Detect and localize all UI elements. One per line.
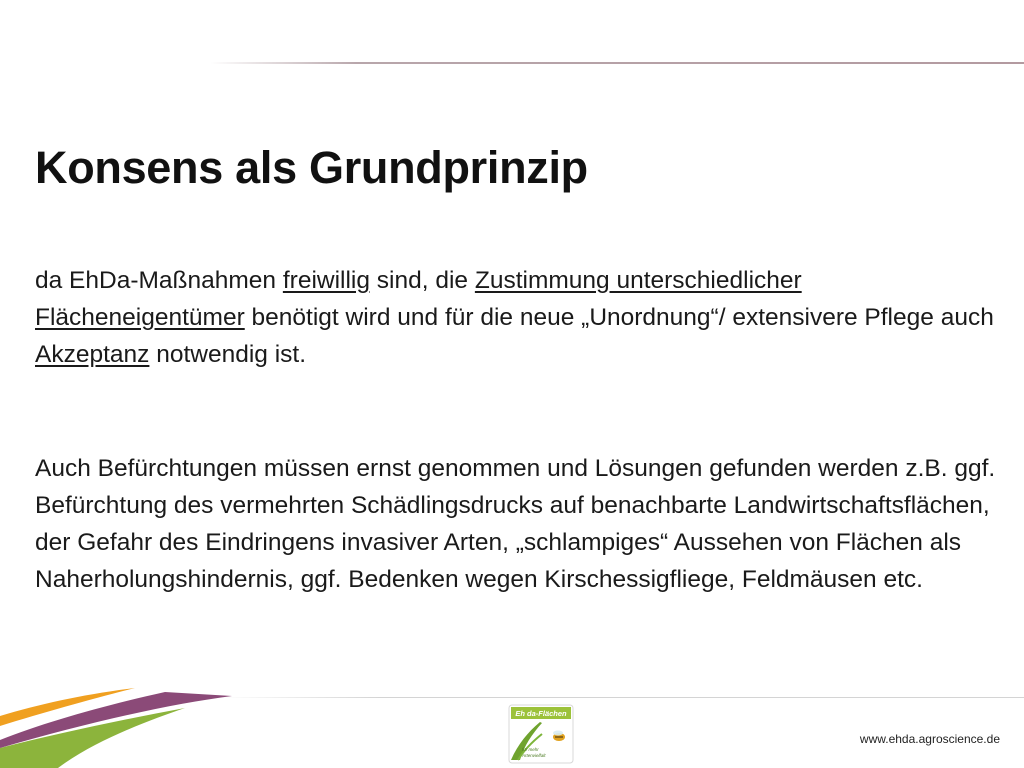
website-url: www.ehda.agroscience.de [859,732,1000,746]
paragraph-concerns: Auch Befürchtungen müssen ernst genommen und Lösungen gefunden werden z.B. ggf. Befürchtung des vermehrten Schädlingsdrucks auf benachbarte Landwirtschaftsflächen, der Gefahr des Eindringens invasiver Arten, „schlampiges“ Aussehen von Flächen als Naherholungshindernis, ggf. Bedenken wegen Kirschessigfliege, Feldmäusen etc. [35,455,996,593]
svg-text:für mehr: für mehr [522,747,539,752]
paragraph-text: sind, die [370,267,475,294]
svg-text:Eh da-Flächen: Eh da-Flächen [515,709,567,718]
slide-title: Konsens als Grundprinzip [35,142,588,193]
underlined-term-akzeptanz: Akzeptanz [35,341,150,368]
underlined-term-freiwillig: freiwillig [282,267,370,294]
paragraph-consent [35,262,1010,373]
underlined-term-zustimmung: Zustimmung unterschiedlicher Flächeneigentümer [35,267,802,331]
paragraph-text: benötigt wird und für die neue „Unordnung“/ extensivere Pflege auch [244,304,994,331]
paragraph-text: da EhDa-Maßnahmen [35,267,283,294]
ehda-logo [508,704,574,764]
svg-text:Artenvielfalt: Artenvielfalt [522,753,546,758]
paragraph-text: notwendig ist. [149,341,307,368]
top-divider [210,62,1024,64]
bottom-divider [220,697,1024,698]
decorative-swoosh [0,682,250,768]
